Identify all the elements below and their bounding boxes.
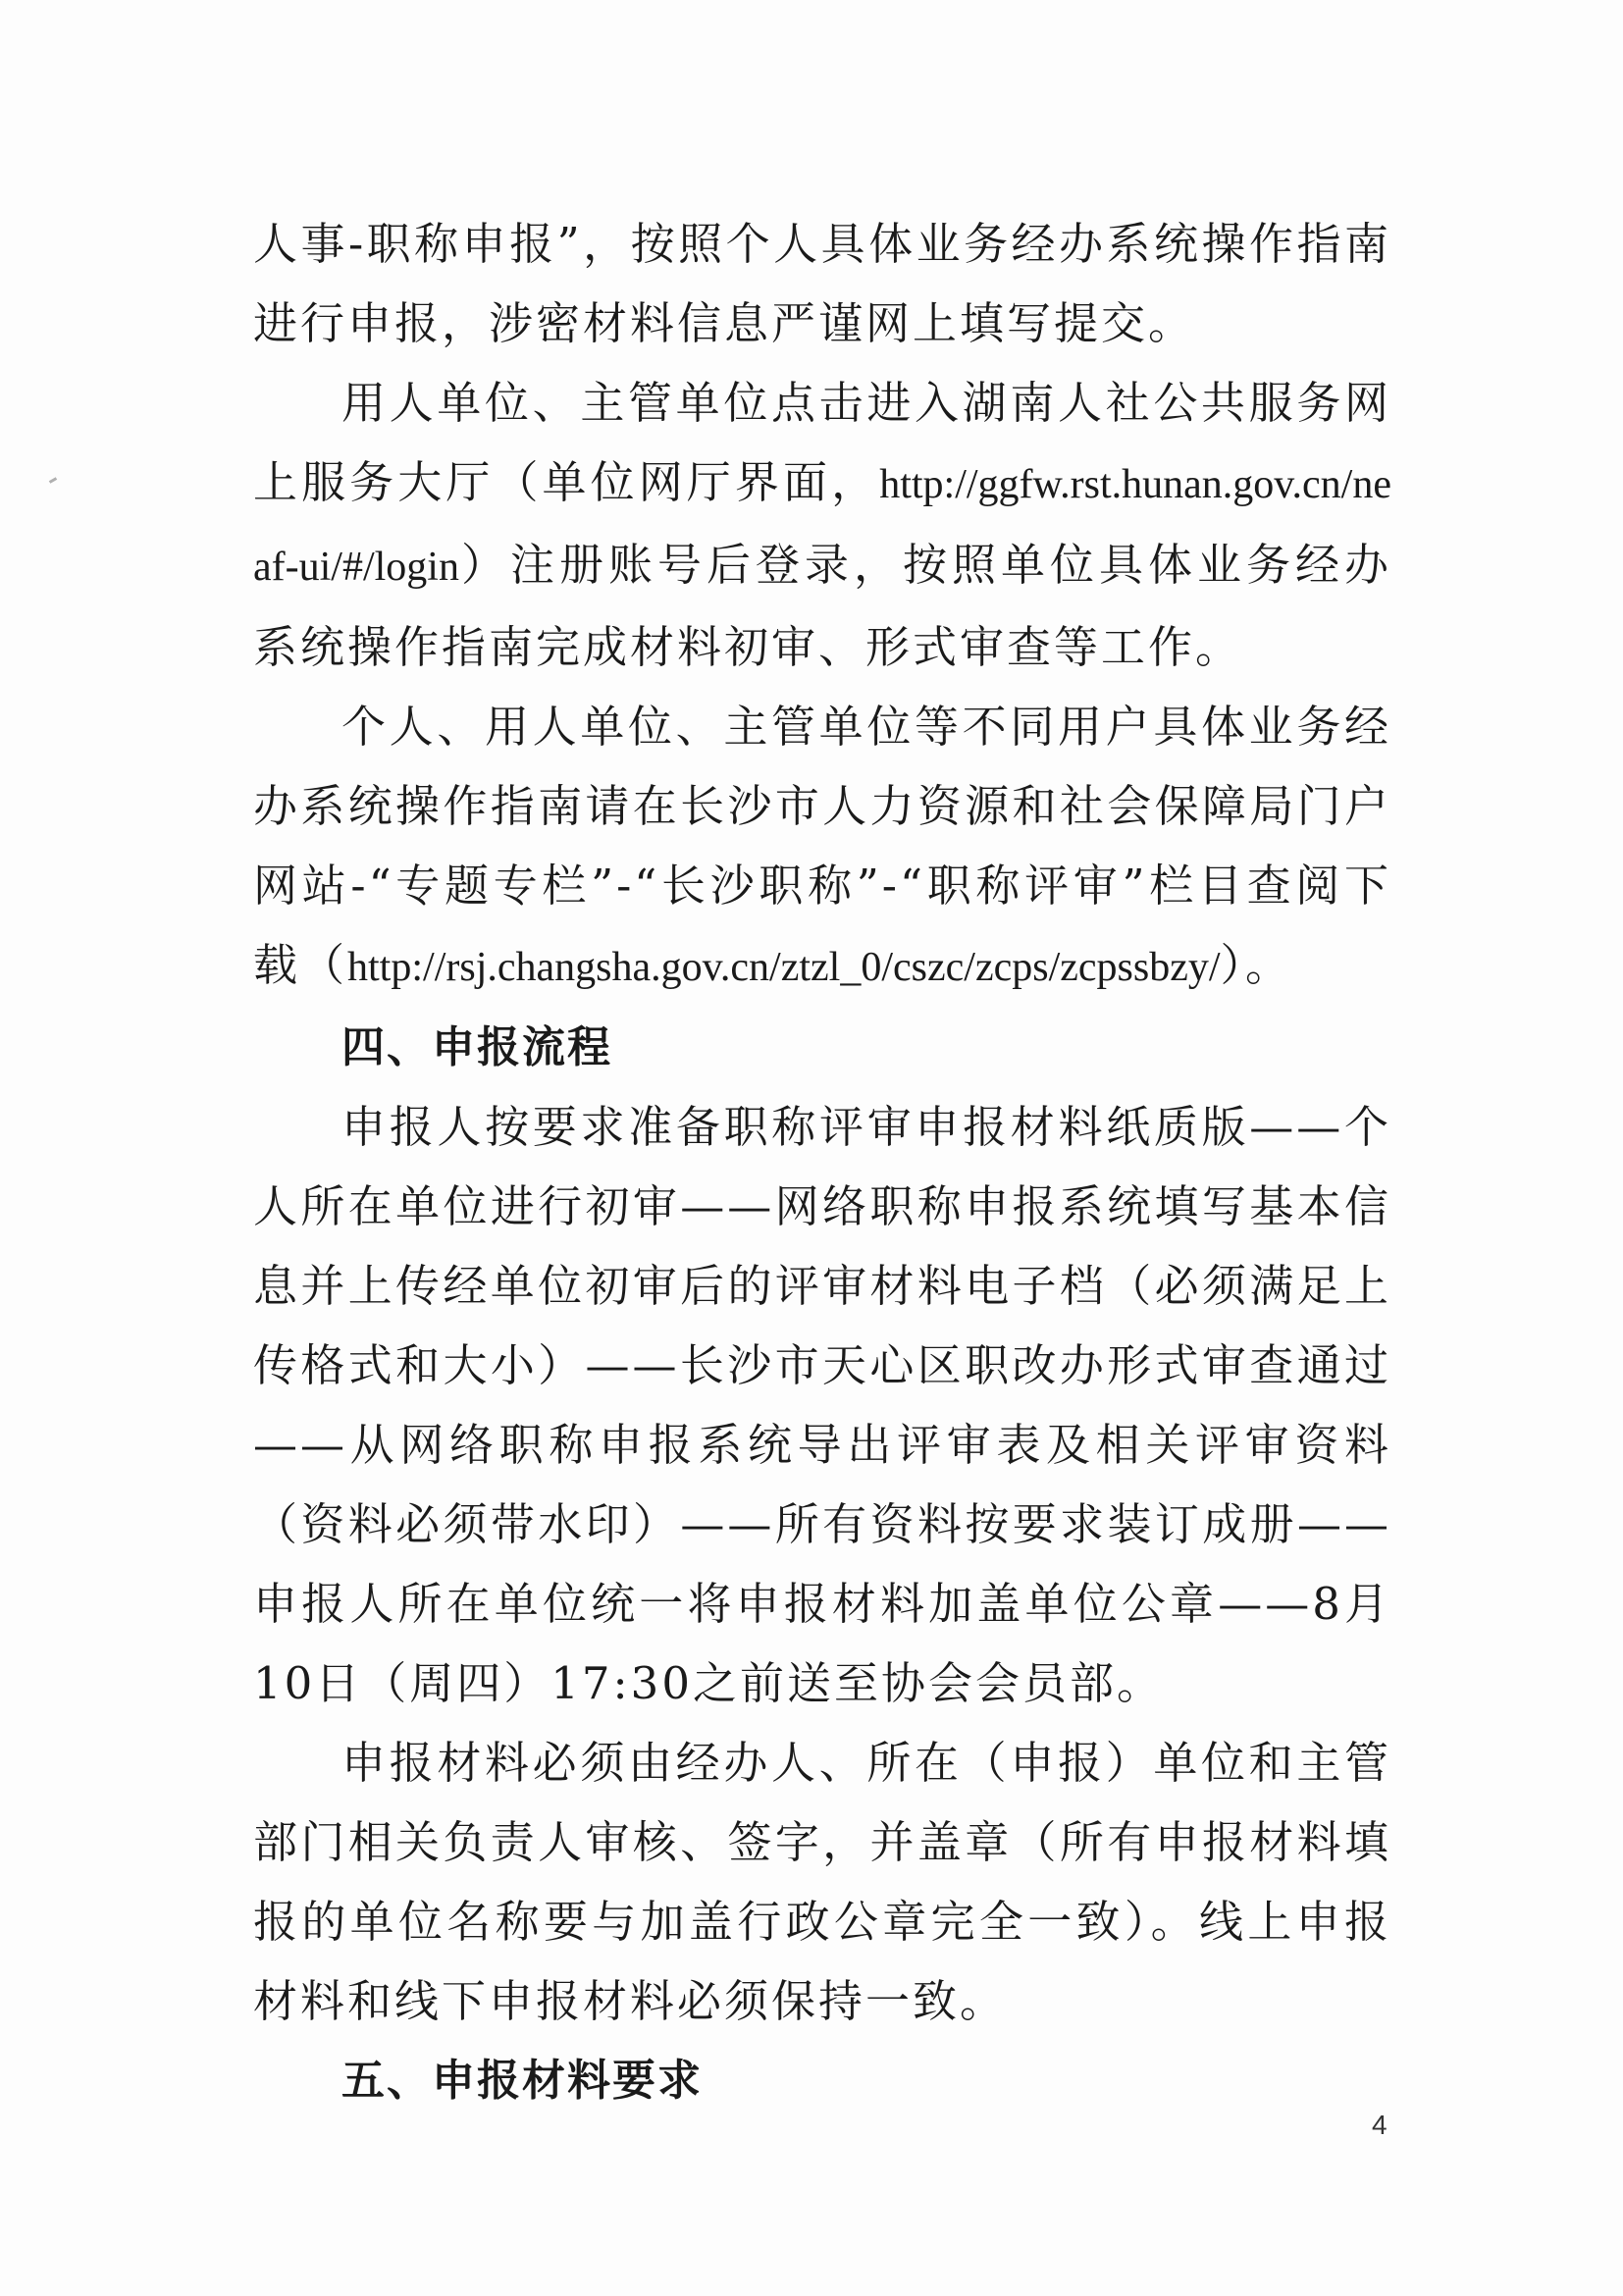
paragraph-guide-download-text-after: ）。 — [1220, 939, 1293, 991]
document-body — [253, 204, 1391, 2120]
paragraph-unit-login — [253, 363, 1391, 687]
paragraph-unit-login-text-before: 用人单位、主管单位点击进入湖南人社公共服务网上服务大厅（单位网厅界面， — [253, 377, 1391, 508]
paragraph-signature-requirements: 申报材料必须由经办人、所在（申报）单位和主管部门相关负责人审核、签字，并盖章（所有申报材料填报的单位名称要与加盖行政公章完全一致）。线上申报材料和线下申报材料必须保持一致。 — [253, 1737, 1391, 2027]
guide-download-link[interactable]: http://rsj.changsha.gov.cn/ztzl_0/cszc/zcps/zcpssbzy/ — [347, 945, 1221, 990]
page-number: 4 — [1372, 2110, 1387, 2140]
paragraph-application-process: 申报人按要求准备职称评审申报材料纸质版——个人所在单位进行初审——网络职称申报系统填写基本信息并上传经单位初审后的评审材料电子档（必须满足上传格式和大小）——长沙市天心区职改办形式审查通过——从网络职称申报系统导出评审表及相关评审资料（资料必须带水印）——所有资料按要求装订成册——申报人所在单位统一将申报材料加盖单位公章——8月10日（周四）17:30之前送至协会会员部。 — [253, 1101, 1391, 1709]
paragraph-registration-personal: 人事-职称申报”，按照个人具体业务经办系统操作指南进行申报，涉密材料信息严谨网上填写提交。 — [253, 218, 1391, 349]
paragraph-guide-download-text-before: 个人、用人单位、主管单位等不同用户具体业务经办系统操作指南请在长沙市人力资源和社会保障局门户网站-“专题专栏”-“长沙职称”-“职称评审”栏目查阅下载（ — [253, 701, 1391, 991]
section-heading-material-requirements: 五、申报材料要求 — [341, 2056, 703, 2106]
scan-speck — [49, 477, 57, 484]
paragraph-unit-login-text-after: ）注册账号后登录，按照单位具体业务经办系统操作指南完成材料初审、形式审查等工作。 — [253, 539, 1391, 673]
section-heading-application-process: 四、申报流程 — [341, 1022, 612, 1072]
unit-portal-link[interactable]: http://ggfw.rst.hunan.gov.cn/neaf-ui/#/login — [253, 462, 1391, 590]
paragraph-guide-download — [253, 687, 1391, 1008]
